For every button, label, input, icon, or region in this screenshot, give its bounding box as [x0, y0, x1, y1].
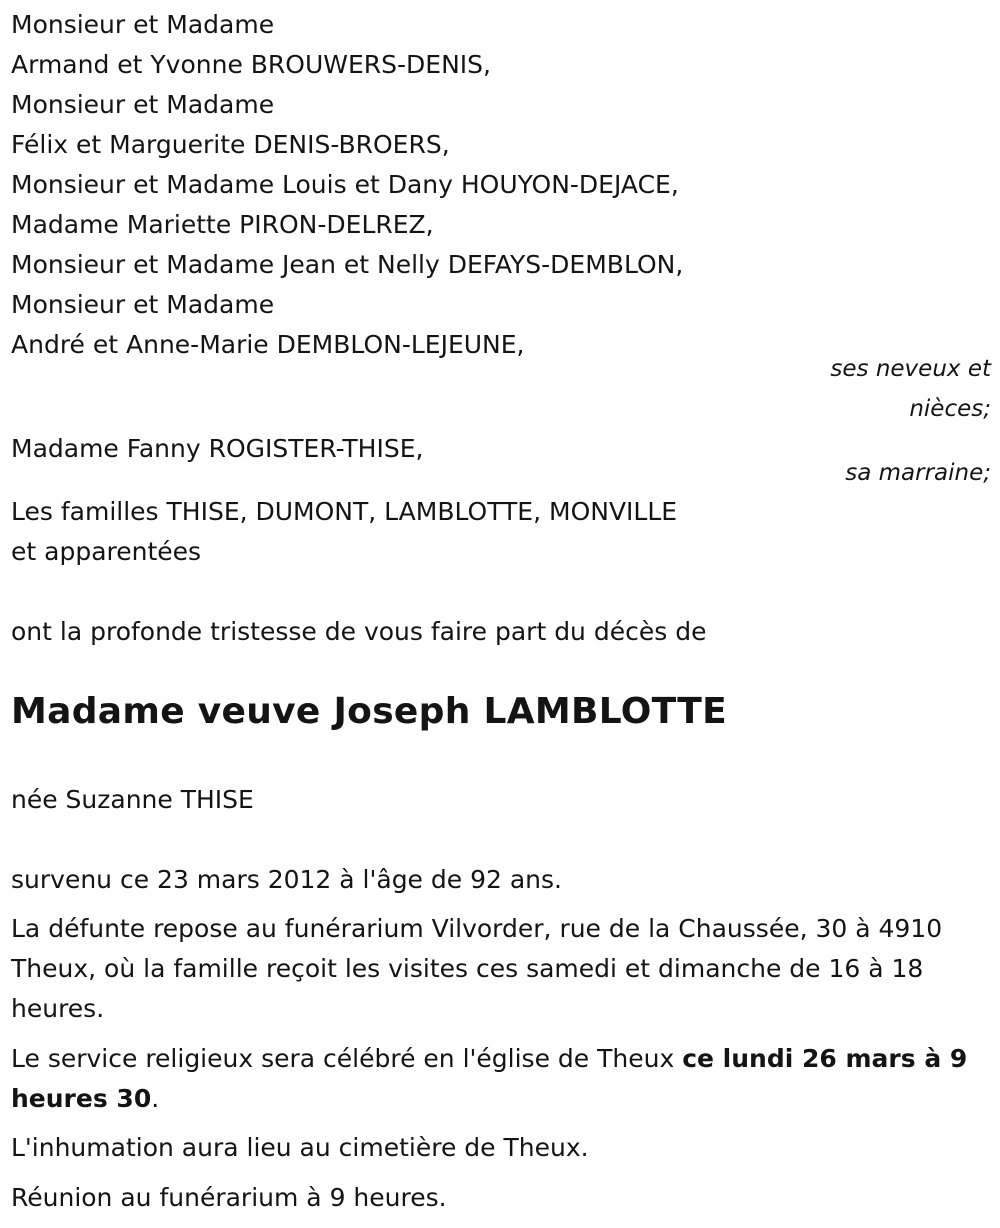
service-date: ce lundi 26 mars à 9 heures 30	[11, 1044, 968, 1113]
family-line: Monsieur et Madame	[11, 10, 275, 39]
family-line: Monsieur et Madame Louis et Dany HOUYON-DEJACE,	[11, 170, 679, 199]
family-line: Armand et Yvonne BROUWERS-DENIS,	[11, 50, 491, 79]
deceased-name: Madame veuve Joseph LAMBLOTTE	[11, 691, 728, 732]
announcement-text: ont la profonde tristesse de vous faire part du décès de	[11, 617, 707, 646]
death-info: survenu ce 23 mars 2012 à l'âge de 92 ans.	[11, 865, 562, 894]
relation-nephews-line1: ses neveux et	[830, 356, 991, 382]
family-line: Monsieur et Madame Jean et Nelly DEFAYS-DEMBLON,	[11, 250, 684, 279]
birth-name: née Suzanne THISE	[11, 785, 254, 814]
family-line: Madame Mariette PIRON-DELREZ,	[11, 210, 434, 239]
relation-nephews-line2: nièces;	[909, 396, 991, 422]
family-line: André et Anne-Marie DEMBLON-LEJEUNE,	[11, 330, 525, 359]
visitation-text: La défunte repose au funérarium Vilvorder, rue de la Chaussée, 30 à 4910 Theux, où la famille reçoit les visites ces samedi et dimanche de 16 à 18 heures.	[11, 914, 943, 1023]
godmother-name: Madame Fanny ROGISTER-THISE,	[11, 434, 424, 463]
family-line: Félix et Marguerite DENIS-BROERS,	[11, 130, 450, 159]
relation-nephews	[11, 349, 991, 429]
service-suffix: .	[151, 1084, 160, 1113]
families-line1: Les familles THISE, DUMONT, LAMBLOTTE, MONVILLE	[11, 497, 678, 526]
relation-godmother: sa marraine;	[845, 460, 991, 486]
burial-text: L'inhumation aura lieu au cimetière de Theux.	[11, 1133, 589, 1162]
service-prefix: Le service religieux sera célébré en l'église de Theux	[11, 1044, 683, 1073]
family-list	[11, 5, 991, 365]
families	[11, 492, 991, 572]
service-text	[11, 1039, 996, 1119]
families-line2: et apparentées	[11, 537, 202, 566]
meeting-text: Réunion au funérarium à 9 heures.	[11, 1183, 447, 1212]
family-line: Monsieur et Madame	[11, 290, 275, 319]
family-line: Monsieur et Madame	[11, 90, 275, 119]
